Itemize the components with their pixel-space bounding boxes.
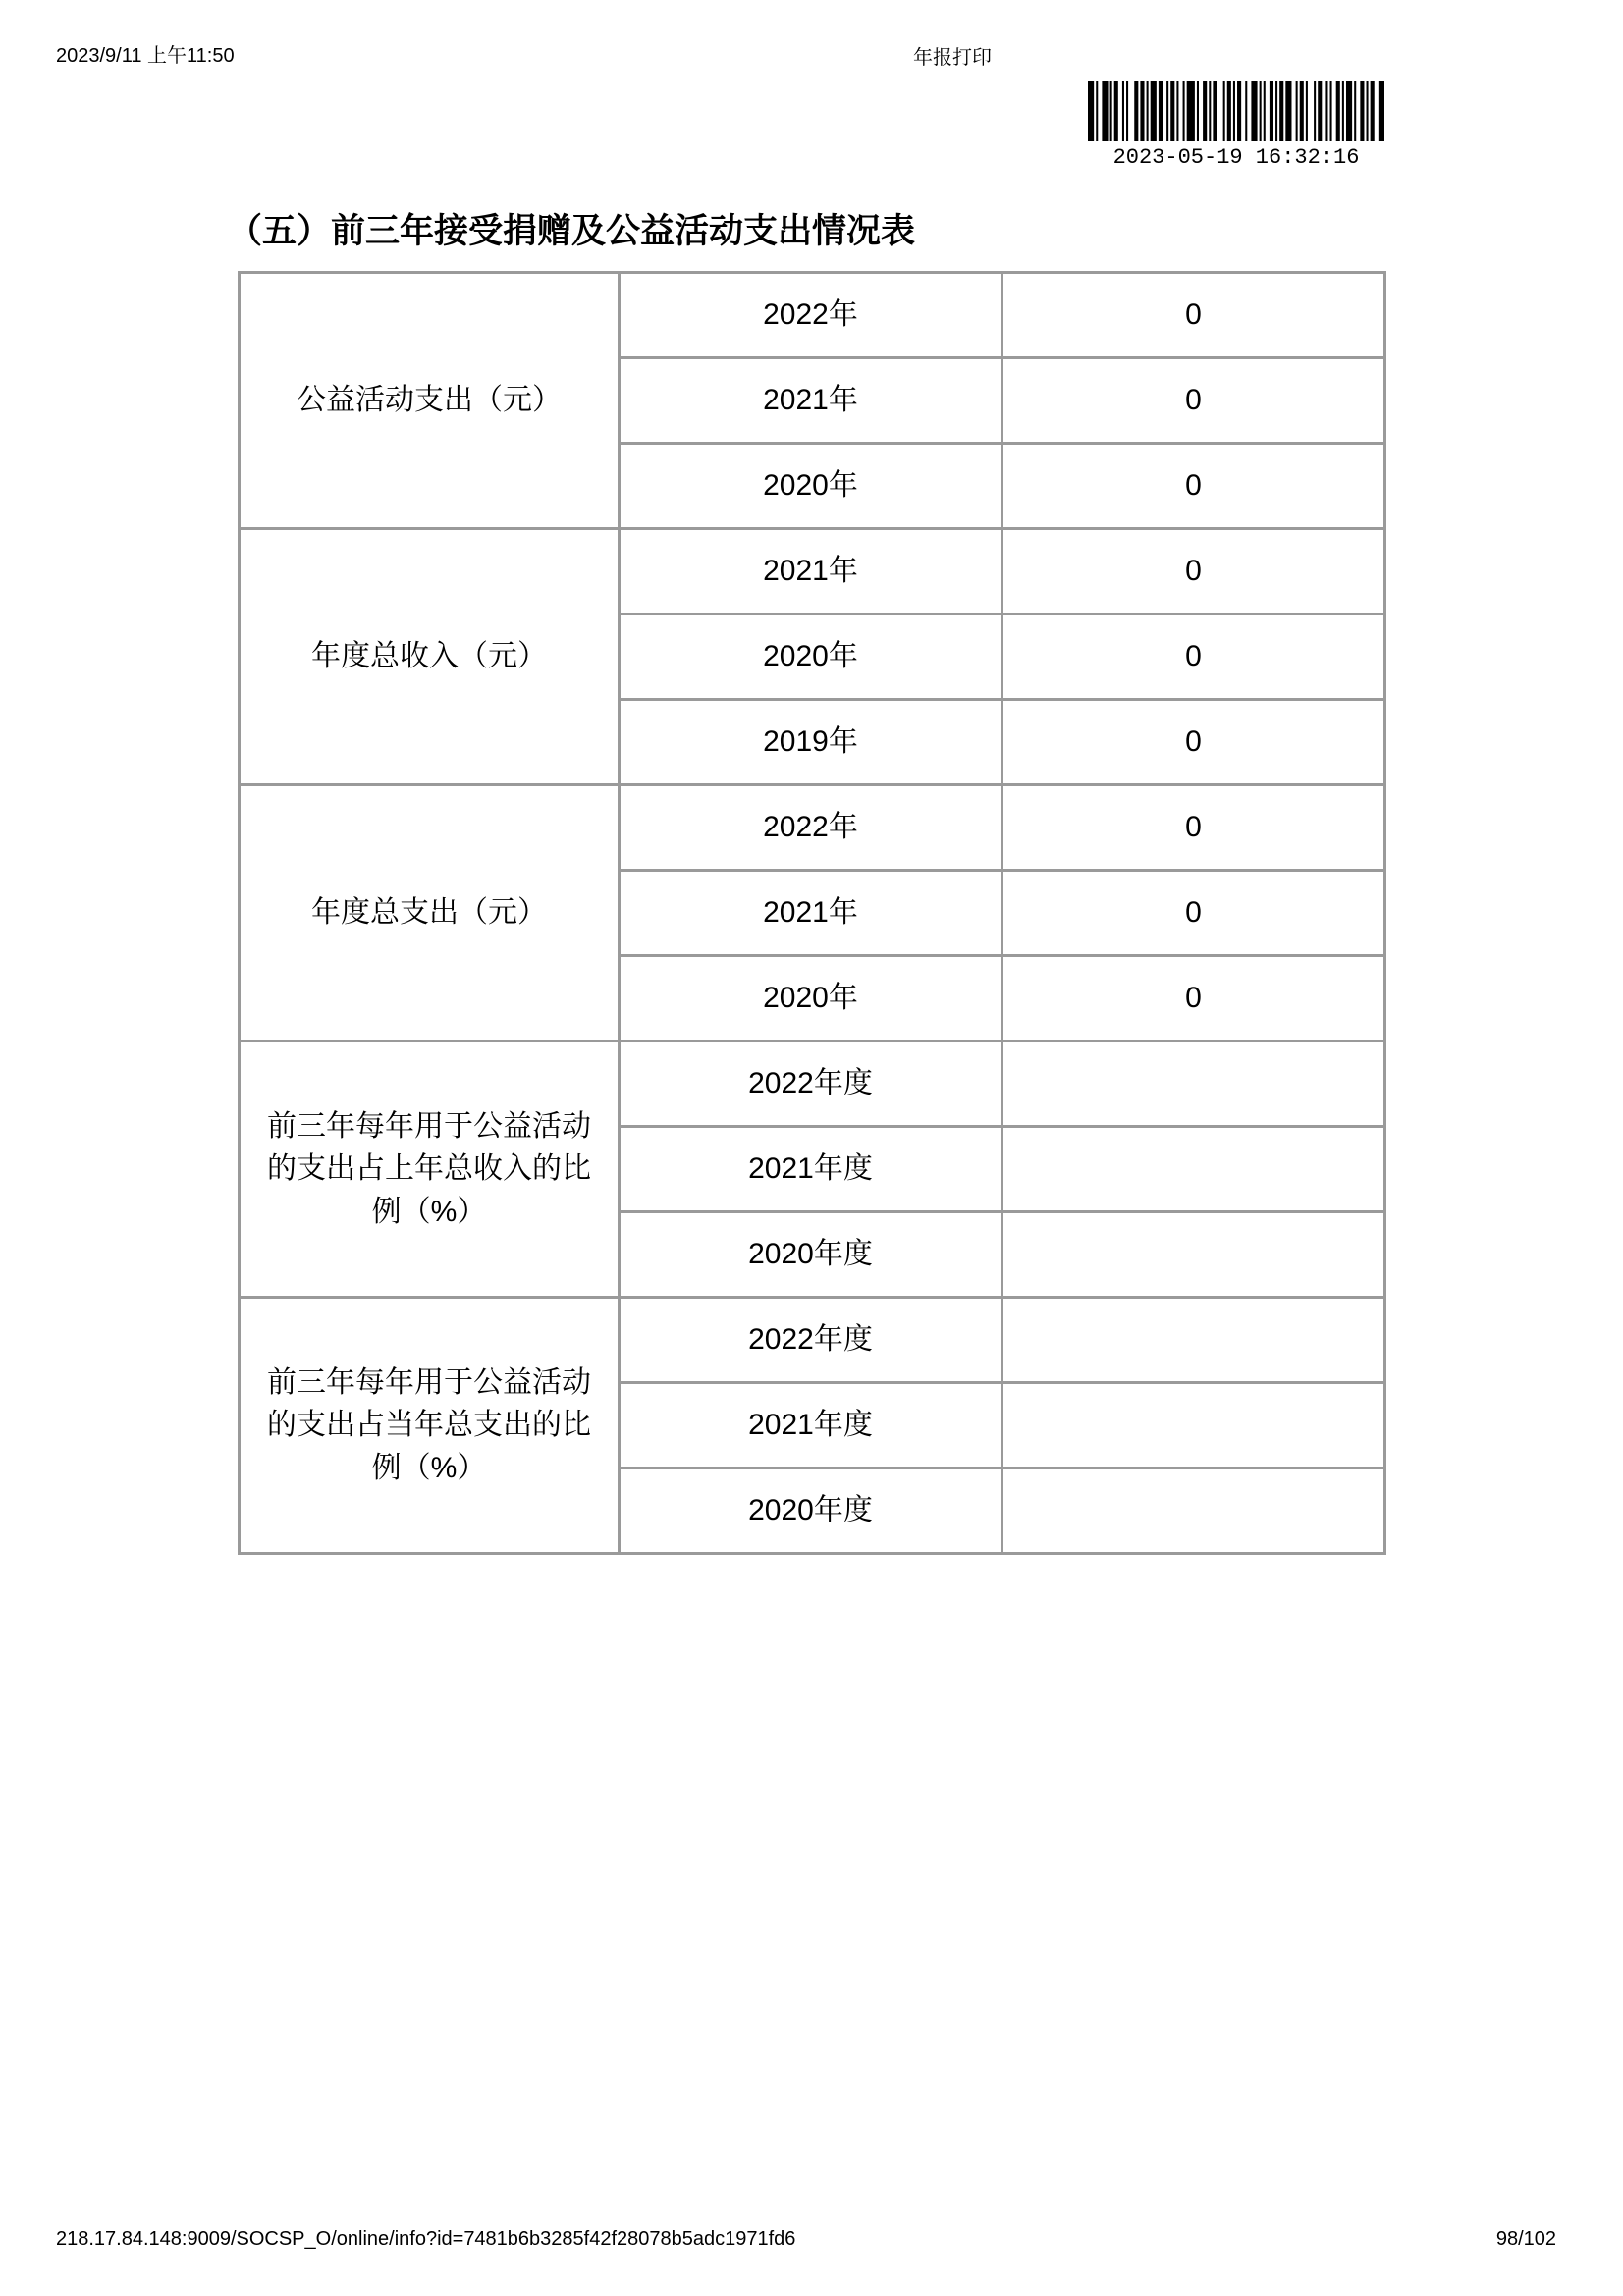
- period-cell: 2021年度: [620, 1127, 1002, 1212]
- period-cell: 2019年: [620, 700, 1002, 785]
- print-datetime: 2023/9/11 上午11:50: [56, 45, 235, 67]
- table-row: [240, 1298, 1385, 1383]
- value-cell: 0: [1002, 871, 1385, 956]
- period-cell: 2021年: [620, 871, 1002, 956]
- value-cell: [1002, 1127, 1385, 1212]
- value-cell: [1002, 1212, 1385, 1298]
- period-cell: 2022年: [620, 273, 1002, 358]
- period-cell: 2020年: [620, 444, 1002, 529]
- period-cell: 2020年: [620, 956, 1002, 1041]
- period-cell: 2020年度: [620, 1212, 1002, 1298]
- barcode-icon: [1088, 81, 1384, 141]
- period-cell: 2020年: [620, 614, 1002, 700]
- value-cell: 0: [1002, 444, 1385, 529]
- group-label-cell: 年度总收入（元）: [240, 529, 620, 785]
- period-cell: 2021年: [620, 358, 1002, 444]
- table-row: [240, 529, 1385, 614]
- table-row: [240, 1041, 1385, 1127]
- group-label-cell: 公益活动支出（元）: [240, 273, 620, 529]
- value-cell: [1002, 1041, 1385, 1127]
- value-cell: [1002, 1383, 1385, 1468]
- document-title: 年报打印: [913, 47, 992, 69]
- donation-expenditure-table: [238, 271, 1386, 1555]
- page-number: 98/102: [1495, 2228, 1556, 2250]
- value-cell: 0: [1002, 700, 1385, 785]
- table-row: [240, 785, 1385, 871]
- table-row: [240, 273, 1385, 358]
- value-cell: 0: [1002, 529, 1385, 614]
- period-cell: 2022年: [620, 785, 1002, 871]
- group-label-cell: 前三年每年用于公益活动的支出占上年总收入的比例（%）: [240, 1041, 620, 1298]
- value-cell: 0: [1002, 358, 1385, 444]
- period-cell: 2021年: [620, 529, 1002, 614]
- footer-url: 218.17.84.148:9009/SOCSP_O/online/info?id=7481b6b3285f42f28078b5adc1971fd6: [56, 2228, 796, 2250]
- period-cell: 2022年度: [620, 1298, 1002, 1383]
- value-cell: 0: [1002, 785, 1385, 871]
- table-body: [240, 273, 1385, 1554]
- group-label-cell: 年度总支出（元）: [240, 785, 620, 1041]
- section-heading: （五）前三年接受捐赠及公益活动支出情况表: [228, 212, 916, 250]
- period-cell: 2022年度: [620, 1041, 1002, 1127]
- value-cell: [1002, 1298, 1385, 1383]
- value-cell: 0: [1002, 614, 1385, 700]
- group-label-cell: 前三年每年用于公益活动的支出占当年总支出的比例（%）: [240, 1298, 620, 1554]
- period-cell: 2020年度: [620, 1468, 1002, 1554]
- barcode-timestamp: 2023-05-19 16:32:16: [1112, 145, 1360, 170]
- period-cell: 2021年度: [620, 1383, 1002, 1468]
- value-cell: 0: [1002, 273, 1385, 358]
- value-cell: [1002, 1468, 1385, 1554]
- barcode-block: [1088, 81, 1384, 170]
- value-cell: 0: [1002, 956, 1385, 1041]
